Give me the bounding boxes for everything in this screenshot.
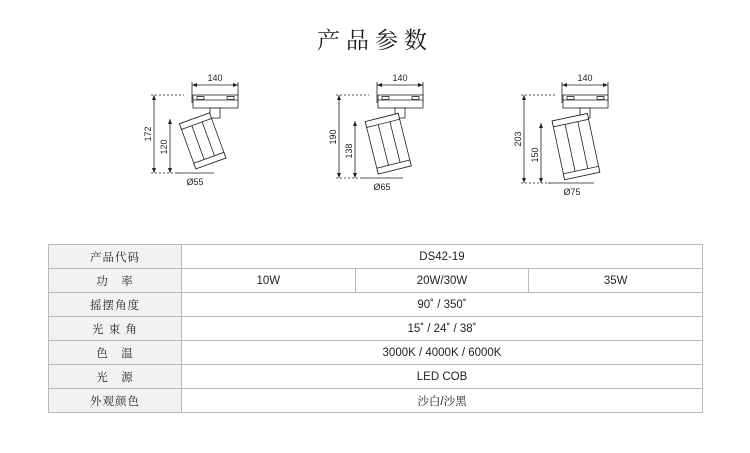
svg-text:203: 203: [513, 131, 523, 147]
svg-text:Ø65: Ø65: [373, 182, 391, 192]
svg-text:140: 140: [392, 73, 408, 83]
drawing-svg-1: [140, 73, 275, 208]
table-row: [49, 269, 703, 293]
row-value: LED COB: [182, 365, 703, 389]
table-row: [49, 245, 703, 269]
svg-text:150: 150: [530, 147, 540, 163]
row-value: 35W: [529, 269, 703, 293]
row-label: 摇摆角度: [49, 293, 182, 317]
table-row: [49, 389, 703, 413]
table-row: [49, 341, 703, 365]
dimension-drawings: [0, 73, 750, 213]
spec-table-container: [48, 244, 703, 413]
product-drawing-3: [510, 73, 645, 208]
row-value: 20W/30W: [355, 269, 529, 293]
spec-table: [48, 244, 703, 413]
svg-text:Ø75: Ø75: [563, 187, 581, 197]
drawing-svg-2: [325, 73, 460, 208]
row-value: 10W: [182, 269, 356, 293]
table-row: [49, 293, 703, 317]
row-label: 光 束 角: [49, 317, 182, 341]
svg-text:138: 138: [344, 143, 354, 159]
row-label: 外观颜色: [49, 389, 182, 413]
table-row: [49, 365, 703, 389]
product-drawing-1: [140, 73, 275, 208]
svg-text:172: 172: [143, 126, 153, 142]
svg-text:140: 140: [207, 73, 223, 83]
row-label: 产品代码: [49, 245, 182, 269]
row-value: DS42-19: [182, 245, 703, 269]
svg-text:140: 140: [577, 73, 593, 83]
product-drawing-2: [325, 73, 460, 208]
table-row: [49, 317, 703, 341]
svg-text:190: 190: [328, 129, 338, 145]
page-title: 产品参数: [317, 27, 433, 53]
svg-text:120: 120: [159, 139, 169, 155]
drawing-svg-3: [510, 73, 645, 208]
row-label: 色 温: [49, 341, 182, 365]
row-value: 15˚ / 24˚ / 38˚: [182, 317, 703, 341]
row-label: 功 率: [49, 269, 182, 293]
row-value: 90˚ / 350˚: [182, 293, 703, 317]
row-value: 3000K / 4000K / 6000K: [182, 341, 703, 365]
row-value: 沙白/沙黑: [182, 389, 703, 413]
svg-text:Ø55: Ø55: [186, 177, 204, 187]
row-label: 光 源: [49, 365, 182, 389]
